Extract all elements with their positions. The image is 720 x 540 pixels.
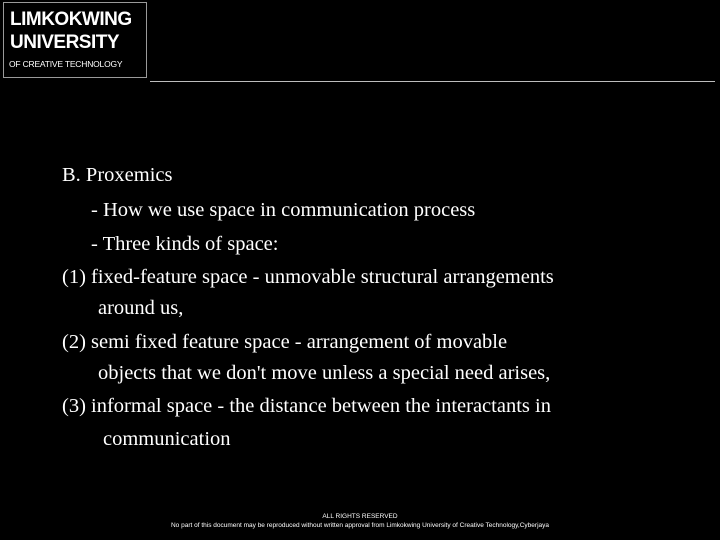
logo-text-line1: LIMKOKWING [10, 9, 132, 30]
logo-text-line3: OF CREATIVE TECHNOLOGY [9, 59, 123, 69]
bullet-three-kinds: - Three kinds of space: [91, 233, 279, 255]
list-item-semi-fixed-continued: objects that we don't move unless a special need arises, [98, 362, 551, 384]
header-divider [150, 81, 715, 82]
university-logo [3, 2, 147, 78]
list-item-semi-fixed: (2) semi fixed feature space - arrangement of movable [62, 331, 508, 353]
slide-heading: B. Proxemics [62, 164, 173, 186]
list-item-informal: (3) informal space - the distance between the interactants in [62, 395, 551, 417]
list-item-fixed-feature-continued: around us, [98, 297, 184, 319]
list-item-fixed-feature: (1) fixed-feature space - unmovable structural arrangements [62, 266, 554, 288]
list-item-informal-continued: communication [103, 428, 231, 450]
bullet-space-usage: - How we use space in communication process [91, 199, 476, 221]
footer-copyright-notice: No part of this document may be reproduced without written approval from Limkokwing University of Creative Technology,Cyberjaya [170, 522, 550, 529]
footer-rights: ALL RIGHTS RESERVED [322, 513, 398, 520]
logo-text-line2: UNIVERSITY [10, 32, 120, 53]
